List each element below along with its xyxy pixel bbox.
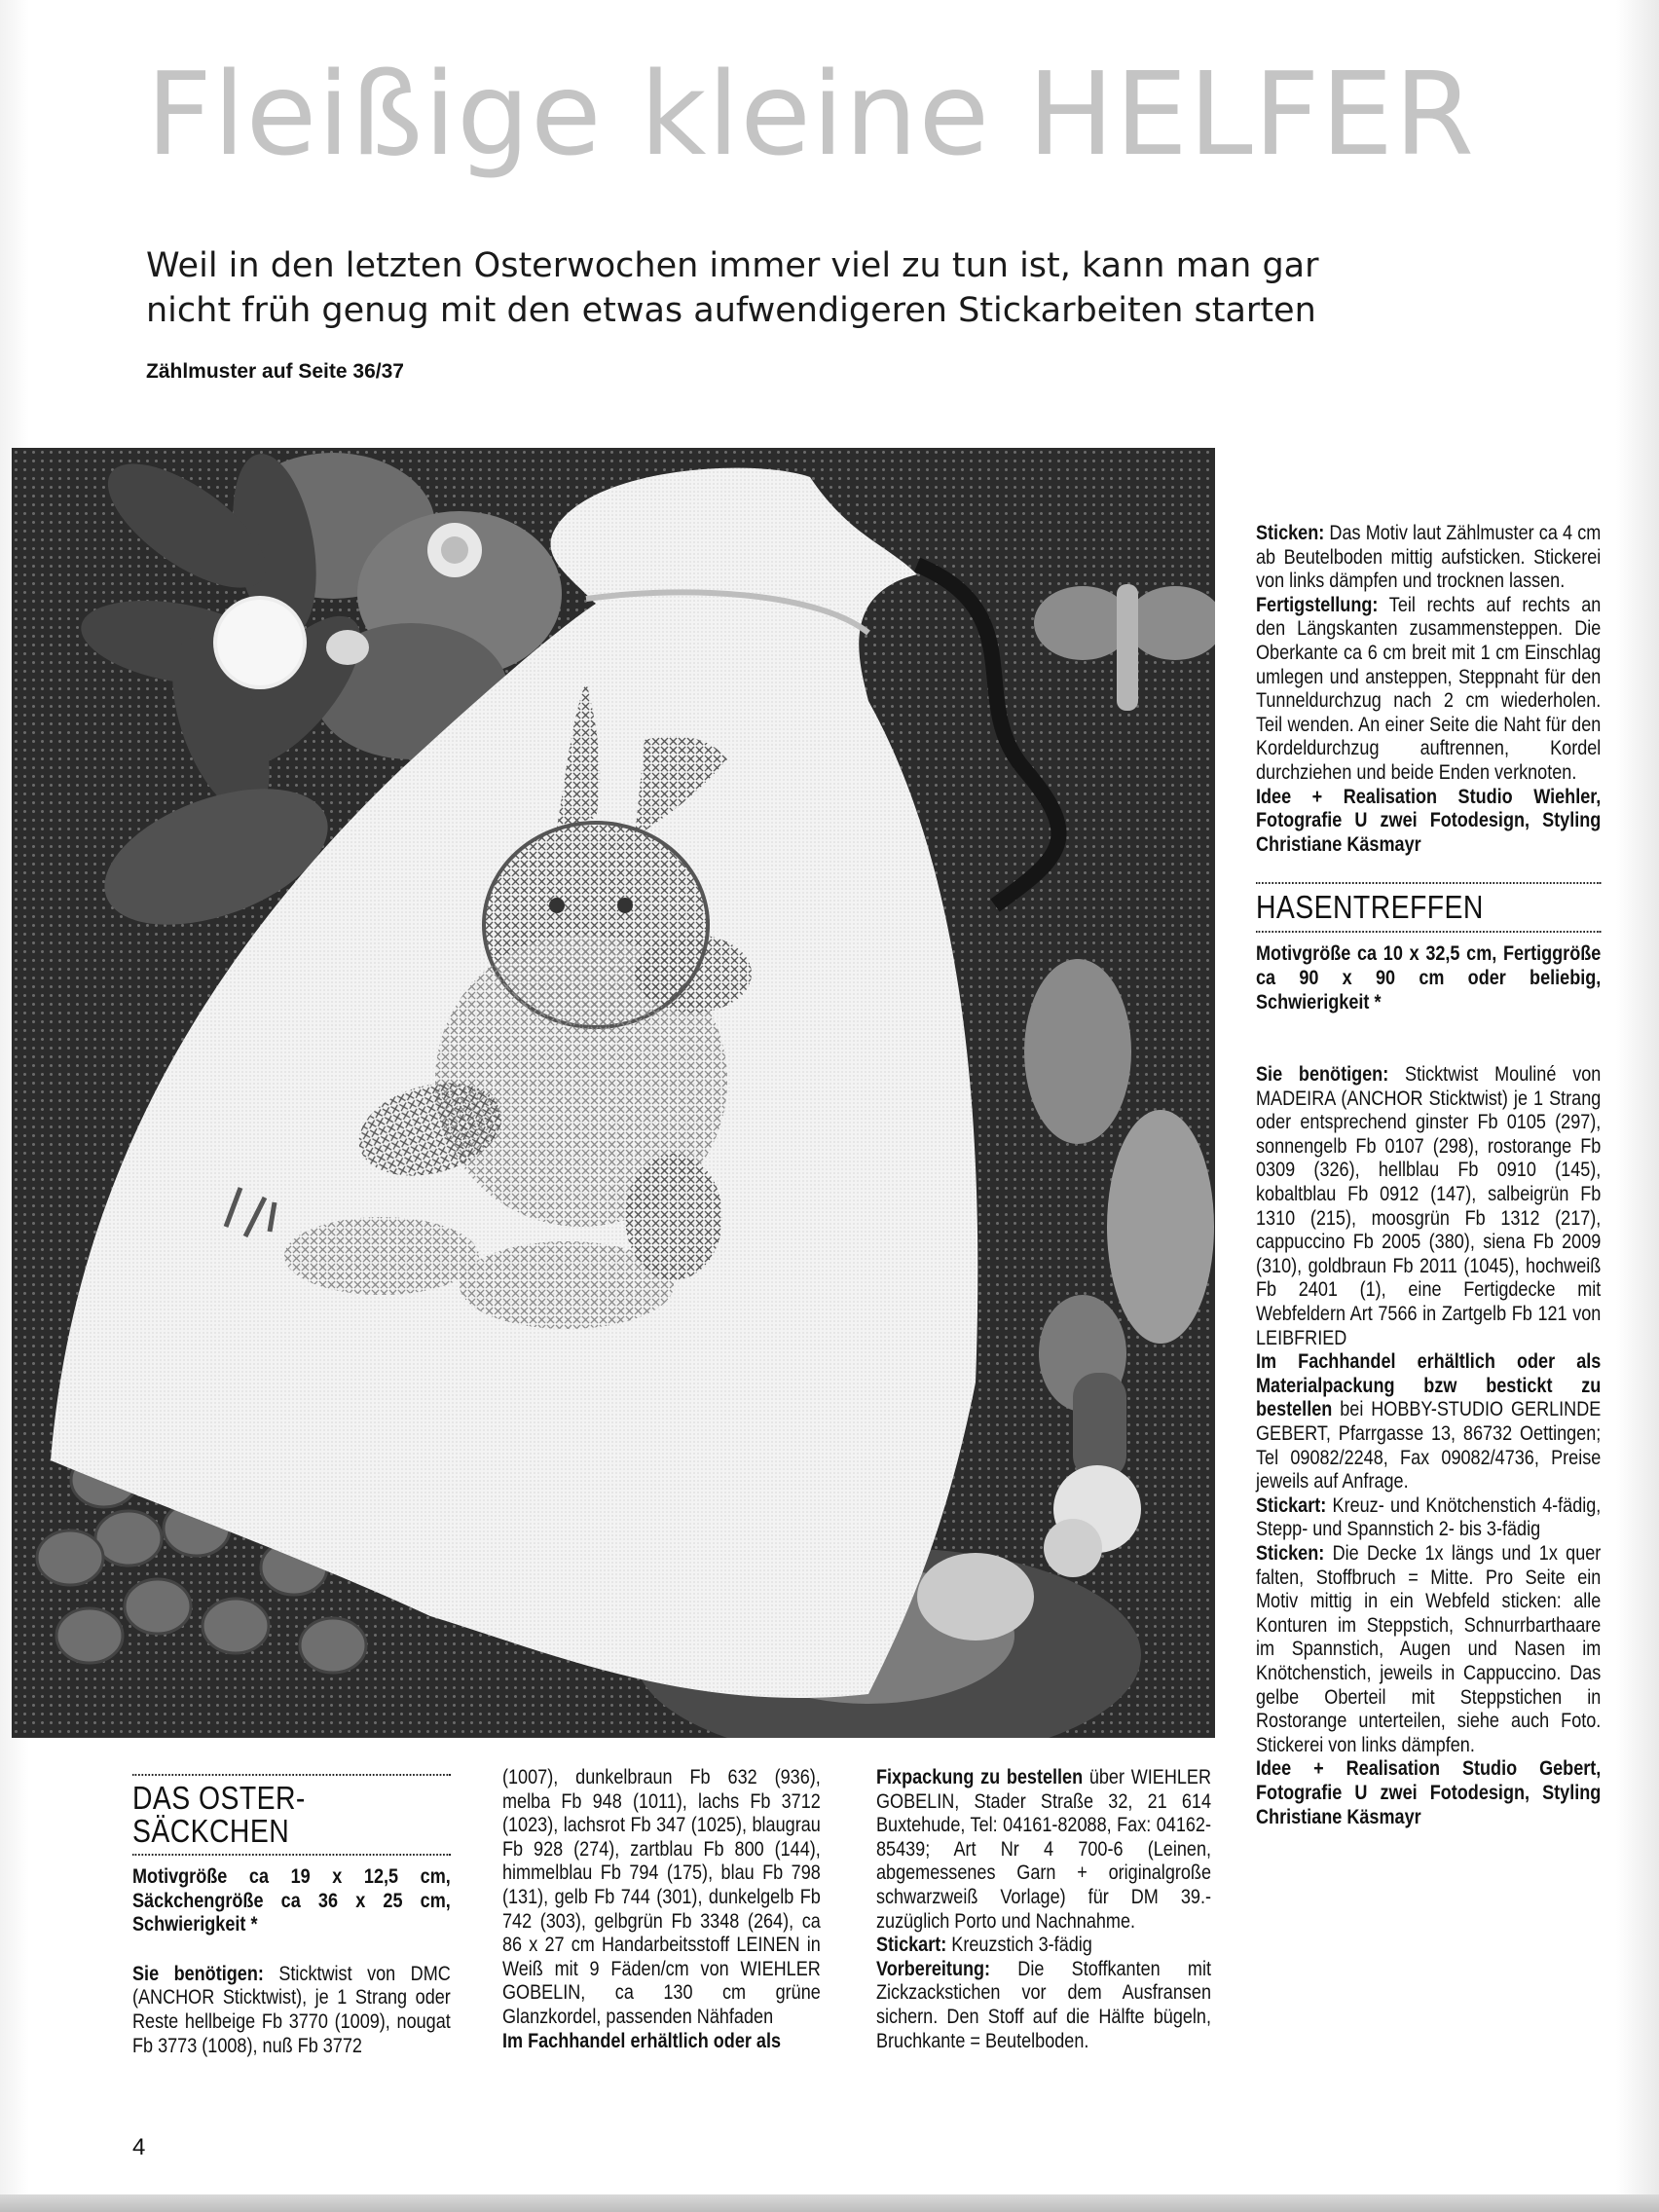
- section-title-line-1: DAS OSTER-: [132, 1780, 306, 1816]
- needs-paragraph-2: [132, 1963, 451, 2058]
- vorbereitung-paragraph: [876, 1958, 1211, 2053]
- stickart-label-2: Stickart:: [876, 1934, 947, 1957]
- page-title: Fleißige kleine HELFER: [146, 47, 1475, 181]
- sticken-text: Das Motiv laut Zählmuster ca 4 cm ab Beutelboden mittig aufsticken. Stickerei von links dämpfen und trocknen lassen.: [1256, 522, 1602, 593]
- shop-paragraph: [1256, 1350, 1601, 1494]
- bottom-column-3: [876, 1766, 1211, 2053]
- embroidered-rabbit-bag-photo-icon: [12, 448, 1215, 1738]
- stickart-paragraph: [1256, 1494, 1601, 1542]
- section-rule-top: [1256, 882, 1601, 884]
- shop-label: Im Fachhandel erhältlich oder als Materialpackung bzw bestickt zu bestellen: [1256, 1350, 1602, 1421]
- section-rule-top-2: [132, 1774, 451, 1776]
- section-title-line-2: SÄCKCHEN: [132, 1813, 290, 1849]
- section-title-ostersaeckchen: [132, 1782, 451, 1848]
- photo-illustration: [12, 448, 1215, 1738]
- subtitle-line-2: nicht früh genug mit den etwas aufwendigeren Stickarbeiten starten: [146, 291, 1316, 330]
- credits-2-text: Idee + Realisation Studio Gebert, Fotografie U zwei Fotodesign, Styling Christiane Käsmayr: [1256, 1757, 1602, 1828]
- stickart-paragraph-2: [876, 1934, 1211, 1958]
- sticken2-text: Die Decke 1x längs und 1x quer falten, Stoffbruch = Mitte. Pro Seite ein Motiv mittig in ein Webfeld sticken: alle Konturen im Steppstich, Schnurrbarthaare im Spannstich, Augen und Nasen im Knötchenstich, jeweils in Cappuccino. Das gelbe Oberteil mit Steppstichen in Rostorange unterteilen, siehe auch Foto. Stickerei von links dämpfen.: [1256, 1541, 1602, 1756]
- credits-1: [1256, 786, 1601, 858]
- credits-2: [1256, 1757, 1601, 1829]
- fixpackung-text: über WIEHLER GOBELIN, Stader Straße 32, 21 614 Buxtehude, Tel: 04161-82088, Fax: 04162-85439; Art Nr 4 700-6 (Leinen, abgemessenes Garn + originalgroße schwarzweiß Vorlage) für DM 39.- zuzüglich Porto und Nachnahme.: [876, 1766, 1211, 1933]
- shop-paragraph-2: [502, 2030, 821, 2054]
- stickart-label: Stickart:: [1256, 1493, 1327, 1517]
- shop-label-2: Im Fachhandel erhältlich oder als: [502, 2029, 782, 2052]
- credits-1-text: Idee + Realisation Studio Wiehler, Fotografie U zwei Fotodesign, Styling Christiane Käsmayr: [1256, 785, 1602, 856]
- needs-text-2: Sticktwist von DMC (ANCHOR Sticktwist), je 1 Strang oder Reste hellbeige Fb 3770 (1009), nougat Fb 3773 (1008), nuß Fb 3772: [132, 1962, 451, 2057]
- bottom-column-1: [132, 1774, 451, 2058]
- fertigstellung-text: Teil rechts auf rechts an den Längskanten zusammensteppen. Die Oberkante ca 6 cm breit mit 1 cm Einschlag umlegen und ansteppen, Steppnaht für den Tunneldurchzug nach 2 cm wiederholen. Teil wenden. An einer Seite die Naht für den Kordeldurchzug auftrennen, Kordel durchziehen und beide Enden verknoten.: [1256, 593, 1602, 784]
- right-column: [1256, 522, 1601, 1829]
- page-number: 4: [132, 2134, 146, 2160]
- fixpackung-paragraph: [876, 1766, 1211, 1934]
- section-title-hasentreffen: HASENTREFFEN: [1256, 889, 1484, 926]
- ostersaeckchen-specs-text: Motivgröße ca 19 x 12,5 cm, Säckchengröße ca 36 x 25 cm, Schwierigkeit *: [132, 1865, 451, 1936]
- fertigstellung-paragraph: [1256, 594, 1601, 786]
- needs-label: Sie benötigen:: [1256, 1063, 1389, 1087]
- needs-label-2: Sie benötigen:: [132, 1962, 264, 1985]
- bunny-figurines-icon: [1024, 959, 1214, 1577]
- subtitle-line-1: Weil in den letzten Osterwochen immer viel zu tun ist, kann man gar: [146, 246, 1319, 285]
- sticken2-paragraph: [1256, 1542, 1601, 1757]
- section-rule-bottom: [1256, 931, 1601, 933]
- vorbereitung-label: Vorbereitung:: [876, 1957, 991, 1980]
- needs-paragraph: [1256, 1063, 1601, 1350]
- materials-list: (1007), dunkelbraun Fb 632 (936), melba Fb 948 (1011), lachs Fb 3712 (1023), lachsrot Fb 347 (1025), blaugrau Fb 928 (274), zartblau Fb 800 (144), himmelblau Fb 794 (175), blau Fb 798 (131), gelb Fb 744 (301), dunkelgelb Fb 742 (303), gelbgrün Fb 3348 (264), ca 86 x 27 cm Handarbeitsstoff LEINEN in Weiß mit 9 Fäden/cm von WIEHLER GOBELIN, ca 130 cm grüne Glanzkordel, passenden Nähfaden: [502, 1766, 821, 2028]
- bottom-column-2: [502, 1766, 821, 2053]
- hasentreffen-specs-text: Motivgröße ca 10 x 32,5 cm, Fertiggröße ca 90 x 90 cm oder beliebig, Schwierigkeit *: [1256, 942, 1602, 1014]
- stickart-text: Kreuz- und Knötchenstich 4-fädig, Stepp- und Spannstich 2- bis 3-fädig: [1256, 1493, 1602, 1541]
- fertigstellung-label: Fertigstellung:: [1256, 593, 1379, 616]
- page-subtitle: [146, 243, 1509, 333]
- sticken-paragraph: [1256, 522, 1601, 594]
- sticken2-label: Sticken:: [1256, 1541, 1325, 1565]
- section-rule-bottom-2: [132, 1854, 451, 1856]
- fixpackung-label: Fixpackung zu bestellen: [876, 1766, 1084, 1788]
- shop-text: bei HOBBY-STUDIO GERLINDE GEBERT, Pfarrgasse 13, 86732 Oettingen; Tel 09082/2248, Fax 09082/4736, Preise jeweils auf Anfrage.: [1256, 1398, 1602, 1493]
- stickart-text-2: Kreuzstich 3-fädig: [946, 1934, 1092, 1957]
- ostersaeckchen-specs: [132, 1865, 451, 1937]
- hasentreffen-specs: [1256, 942, 1601, 1014]
- needs-text: Sticktwist Mouliné von MADEIRA (ANCHOR Sticktwist) je 1 Strang oder entsprechend ginster Fb 0105 (297), sonnengelb Fb 0107 (298), rostorange Fb 0309 (326), hellblau Fb 0910 (145), kobaltblau Fb 0912 (147), salbeigrün Fb 1310 (215), moosgrün Fb 1312 (217), cappuccino Fb 2005 (380), siena Fb 2009 (310), goldbraun Fb 2011 (1045), hochweiß Fb 2401 (1), eine Fertigdecke mit Webfeldern Art 7566 in Zartgelb Fb 121 von LEIBFRIED: [1256, 1063, 1602, 1349]
- vorbereitung-text: Die Stoffkanten mit Zickzackstichen vor dem Ausfransen sichern. Den Stoff auf die Hälfte bügeln, Bruchkante = Beutelboden.: [876, 1957, 1211, 2052]
- butterfly-decoration-icon: [1034, 584, 1215, 711]
- page-edge-strip: [0, 2194, 1659, 2212]
- sticken-label: Sticken:: [1256, 522, 1325, 544]
- pattern-reference: Zählmuster auf Seite 36/37: [146, 360, 404, 383]
